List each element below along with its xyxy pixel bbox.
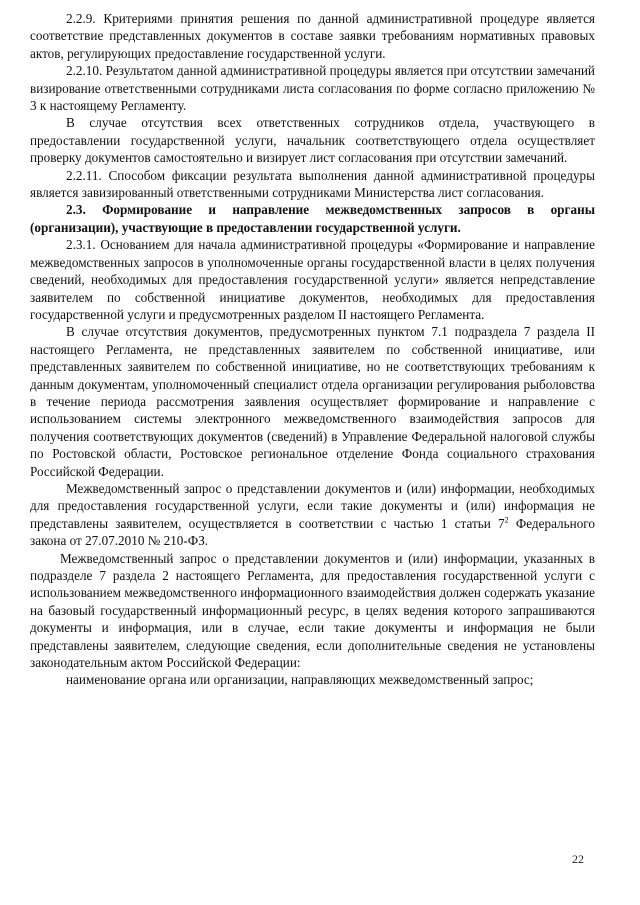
article-superscript: 2 (504, 515, 509, 525)
paragraph-2-2-10: 2.2.10. Результатом данной административной процедуры является при отсутствии замечаний визирование ответственными сотрудниками листа согласования по форме согласно приложению № 3 к настоящему Регламенту. (30, 63, 595, 114)
page-number: 22 (572, 852, 584, 866)
interagency-request-1-text: Межведомственный запрос о представлении документов и (или) информации, необходимых для предоставления государственной услуги, если такие документы и (или) информация не представлены заявителем, осуществляется в соответствии с частью 1 статьи 7 (30, 480, 595, 531)
paragraph-absence-of-documents: В случае отсутствия документов, предусмотренных пунктом 7.1 подраздела 7 раздела II настоящего Регламента, не представленных заявителем по собственной инициативе, или представленных заявителем по собственной инициативе, но не соответствующих требованиям к данным документам, уполномоченный специалист отдела организации регулирования рыболовства в течение периода рассмотрения заявления осуществляет формирование и направление с использованием системы электронного межведомственного взаимодействия запросов для получения соответствующих документов (сведений) в Управление Федеральной налоговой службы по Ростовской области, Ростовское региональное отделение Фонда социального страхования Российской Федерации. (30, 324, 595, 479)
paragraph-interagency-request-2: Межведомственный запрос о представлении документов и (или) информации, указанных в подразделе 7 раздела 2 настоящего Регламента, для предоставления государственной услуги с использованием межведомственного информационного взаимодействия должен содержать указание на базовый государственный информационный ресурс, в целях ведения которого запрашиваются документы и информация, или в случае, если такие документы и информация не были представлены заявителем, следующие сведения, если дополнительные сведения не установлены законодательным актом Российской Федерации: (30, 550, 595, 671)
paragraph-absence-of-staff: В случае отсутствия всех ответственных сотрудников отдела, участвующего в предоставлении государственной услуги, начальник соответствующего отдела осуществляет проверку документов самостоятельно и визирует лист согласования при отсутствии замечаний. (30, 115, 595, 166)
paragraph-2-2-9: 2.2.9. Критериями принятия решения по данной административной процедуре является соответствие представленных документов в составе заявки требованиям нормативных правовых актов, регулирующих предоставление государственной услуги. (30, 11, 595, 61)
paragraph-request-item-name: наименование органа или организации, направляющих межведомственный запрос; (66, 672, 534, 688)
interagency-request-1-tail: Федерального закона от 27.07.2010 № 210-ФЗ. (30, 515, 595, 549)
section-heading-2-3: 2.3. Формирование и направление межведомственных запросов в органы (организации), участвующие в предоставлении государственной услуги. (30, 202, 595, 235)
paragraph-2-2-11: 2.2.11. Способом фиксации результата выполнения данной административной процедуры является завизированный ответственными сотрудниками Министерства лист согласования. (30, 167, 595, 201)
document-page (30, 10, 595, 689)
paragraph-2-3-1: 2.3.1. Основанием для начала административной процедуры «Формирование и направление межведомственных запросов в уполномоченные органы государственной власти в целях получения сведений, необходимых для предоставления государственной услуги» является непредставление заявителем по собственной инициативе документов, необходимых для предоставления государственной услуги и предусмотренных разделом II настоящего Регламента. (30, 237, 595, 322)
paragraph-interagency-request-1 (30, 480, 595, 550)
